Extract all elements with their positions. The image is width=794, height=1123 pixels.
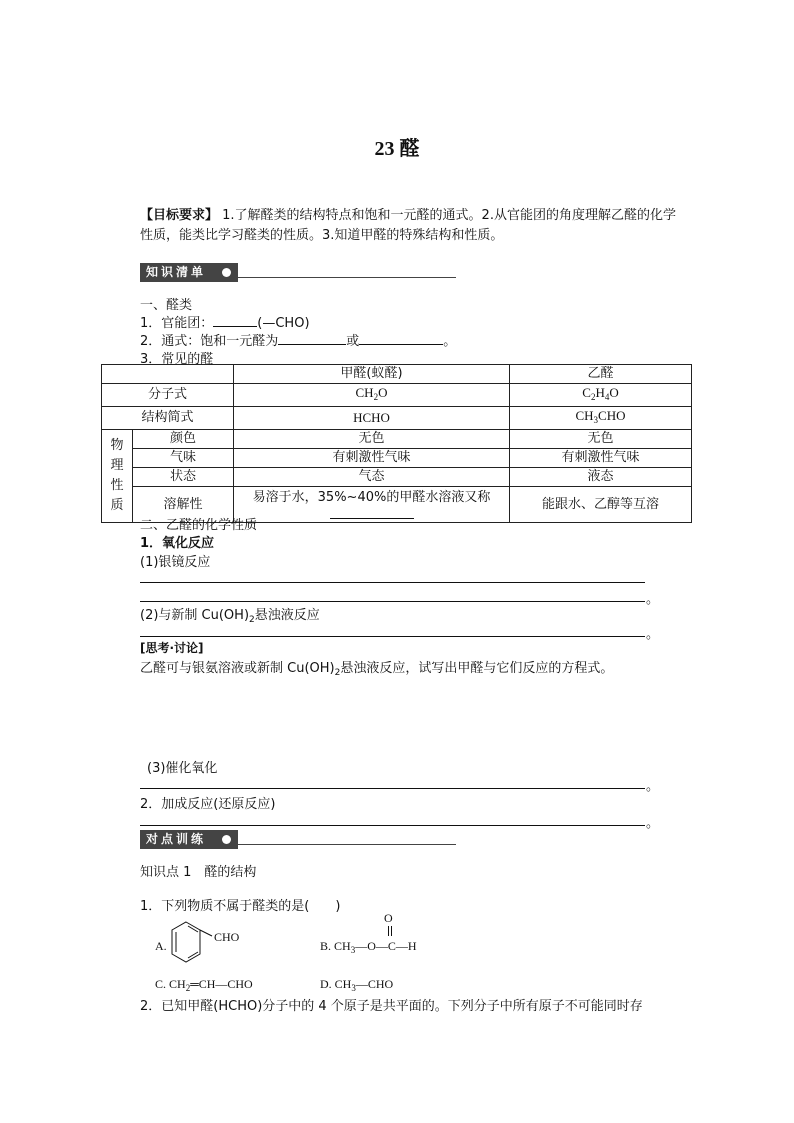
double-bond-icon (391, 926, 392, 936)
knowledge-point-heading: 知识点 1 醛的结构 (140, 865, 257, 880)
table-cell: 有刺激性气味 (234, 449, 510, 468)
option-b-oxygen: O (384, 911, 393, 925)
divider (238, 844, 456, 845)
section-heading-aldehydes: 一、醛类 (140, 298, 193, 313)
blank-field[interactable] (213, 313, 257, 327)
solubility-text: 易溶于水，35%~40%的甲醛水溶液又称 (252, 490, 491, 505)
option-c[interactable]: C. $CH_2═CH—CHO$ (155, 977, 253, 993)
common-aldehydes-heading: 3．常见的醛 (140, 352, 214, 367)
row-label: 分子式 (102, 384, 234, 407)
addition-reaction-heading: 2．加成反应(还原反应) (140, 797, 276, 812)
aldehyde-properties-table (101, 364, 692, 523)
table-row (102, 430, 692, 449)
goals-label: 【目标要求】 (140, 208, 219, 223)
table-cell: 气态 (234, 468, 510, 487)
period: 。 (646, 816, 660, 831)
oxidation-heading: 1．氧化反应 (140, 536, 215, 551)
item-text: 2．通式：饱和一元醛为 (140, 334, 279, 349)
table-cell: 无色 (510, 430, 692, 449)
option-a-group: CHO (214, 930, 240, 944)
catalytic-oxidation-heading: (3)催化氧化 (147, 761, 218, 776)
goals-text: 1.了解醛类的结构特点和饱和一元醛的通式。2.从官能团的角度理解乙醛的化学性质，能类比学习醛类的性质。3.知道甲醛的特殊结构和性质。 (140, 208, 676, 243)
row-label: 状态 (133, 468, 234, 487)
table-row (102, 449, 692, 468)
period: 。 (646, 592, 660, 607)
learning-goals (140, 206, 685, 246)
table-cell: HCHO (234, 407, 510, 430)
question-2: 2．已知甲醛(HCHO)分子中的 4 个原子是共平面的。下列分子中所有原子不可能同时存 (140, 999, 643, 1014)
blank-field[interactable] (330, 510, 414, 519)
table-cell (234, 487, 510, 523)
period: 。 (646, 627, 660, 642)
answer-line[interactable] (140, 788, 645, 789)
answer-line[interactable] (140, 636, 645, 637)
question-1: 1．下列物质不属于醛类的是( ) (140, 899, 341, 914)
item-text: (—CHO) (257, 316, 310, 331)
section-heading-properties: 二、乙醛的化学性质 (140, 518, 258, 533)
table-row (102, 384, 692, 407)
table-header: 乙醛 (510, 365, 692, 384)
functional-group-line (140, 312, 310, 331)
divider (238, 277, 456, 278)
row-label: 溶解性 (133, 487, 234, 523)
table-cell: $CH_2O$ (234, 384, 510, 407)
banner-label: 对点训练 (140, 830, 238, 849)
blank-field[interactable] (278, 331, 346, 345)
benzene-ring-icon (168, 918, 248, 974)
general-formula-line (140, 330, 456, 349)
row-label: 颜色 (133, 430, 234, 449)
row-label: 气味 (133, 449, 234, 468)
table-row (102, 407, 692, 430)
banner-label: 知识清单 (140, 263, 238, 282)
table-cell: $C_2H_4O$ (510, 384, 692, 407)
silver-mirror-heading: (1)银镜反应 (140, 555, 211, 570)
answer-line[interactable] (140, 825, 645, 826)
think-discuss-label: [思考·讨论] (140, 641, 204, 655)
answer-line[interactable] (140, 582, 645, 583)
item-text: 或 (346, 334, 360, 349)
table-cell: 有刺激性气味 (510, 449, 692, 468)
page-title: 23 醛 (374, 138, 420, 160)
table-row (102, 468, 692, 487)
row-label: 结构简式 (102, 407, 234, 430)
double-bond-icon (388, 926, 389, 936)
period: 。 (646, 779, 660, 794)
bullet-icon (222, 835, 231, 844)
group-label (102, 430, 133, 523)
group-label-text: 物理性质 (110, 438, 124, 513)
table-cell: 无色 (234, 430, 510, 449)
blank-field[interactable] (359, 331, 443, 345)
table-cell: 能跟水、乙醇等互溶 (510, 487, 692, 523)
practice-banner (140, 830, 460, 849)
cuoh2-heading: (2)与新制 $Cu(OH)_2$悬浊液反应 (140, 608, 320, 625)
table-row (102, 365, 692, 384)
answer-line[interactable] (140, 601, 645, 602)
option-a-label[interactable]: A. (155, 939, 167, 953)
table-cell: $CH_3CHO$ (510, 407, 692, 430)
table-cell: 液态 (510, 468, 692, 487)
table-cell (102, 365, 234, 384)
think-discuss-text: 乙醛可与银氨溶液或新制 $Cu(OH)_2$悬浊液反应，试写出甲醛与它们反应的方程式。 (140, 661, 614, 678)
item-text: 1．官能团： (140, 316, 214, 331)
bullet-icon (222, 268, 231, 277)
item-text: 。 (443, 334, 457, 349)
option-b[interactable]: B. $CH_3—O—C—H$ (320, 939, 417, 955)
knowledge-list-banner (140, 263, 460, 282)
table-header: 甲醛(蚁醛) (234, 365, 510, 384)
option-d[interactable]: D. $CH_3—CHO$ (320, 977, 394, 993)
